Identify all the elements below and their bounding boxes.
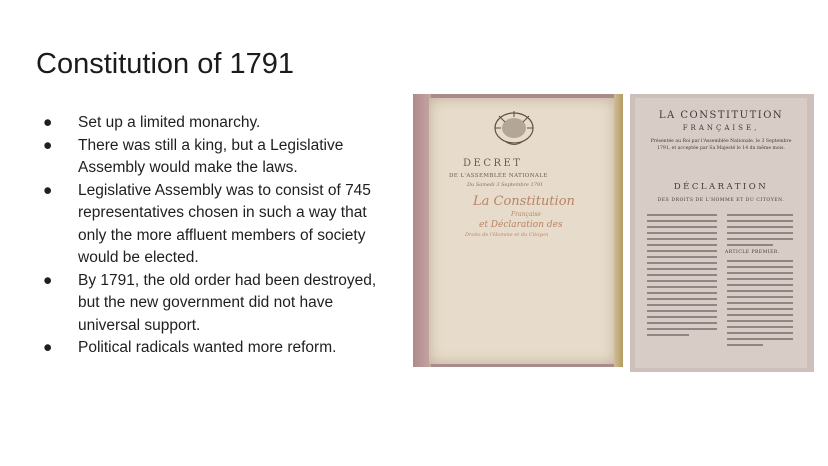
decree-script-line: Française <box>511 211 541 218</box>
printed-intro: Présentée au Roi par l'Assemblée Nationale, le 3 Septembre 1791, et acceptée par Sa Majesté le 14 du même mois. <box>650 139 792 151</box>
printed-text-column <box>727 214 793 250</box>
decree-page <box>429 98 615 364</box>
printed-page <box>635 98 807 368</box>
bullet-item: ● Political radicals wanted more reform. <box>43 337 398 360</box>
decree-script-line: et Déclaration des <box>479 220 563 230</box>
bullet-dot-icon: ● <box>43 339 53 356</box>
bullet-dot-icon: ● <box>43 136 53 154</box>
printed-text-column <box>727 260 793 350</box>
printed-title: LA CONSTITUTION <box>658 110 784 121</box>
printed-declaration-sub: DES DROITS DE L'HOMME ET DU CITOYEN. <box>657 198 785 203</box>
decree-subheading: DE L'ASSEMBLÉE NATIONALE <box>449 173 548 179</box>
decree-script-line: La Constitution <box>473 194 575 209</box>
bullet-item: ● By 1791, the old order had been destroyed, but the new government did not have universal support. <box>43 271 377 334</box>
printed-constitution-image <box>630 94 814 372</box>
bullet-item: ● There was still a king, but a Legislative Assembly would make the laws. <box>43 136 344 176</box>
printed-declaration: DÉCLARATION <box>673 182 769 192</box>
decree-heading: DECRET <box>463 158 523 169</box>
decree-script-line: Droits de l'Homme et du Citoyen <box>465 232 549 238</box>
bullet-item: ● Set up a limited monarchy. <box>43 112 398 135</box>
printed-article-heading: ARTICLE PREMIER. <box>725 250 780 255</box>
bullet-item: ● Legislative Assembly was to consist of 745 representatives chosen in such a way that only the more affluent members of society would be elected. <box>43 181 371 266</box>
bullet-list <box>43 112 398 360</box>
royal-seal-icon <box>491 110 537 148</box>
bullet-dot-icon: ● <box>43 114 53 131</box>
printed-subtitle: FRANÇAISE, <box>682 124 760 132</box>
bullet-dot-icon: ● <box>43 181 53 199</box>
slide-title: Constitution of 1791 <box>36 48 294 80</box>
decree-script-line: Du Samedi 3 Septembre 1791 <box>467 182 544 188</box>
printed-text-column <box>647 214 717 340</box>
decree-document-image <box>413 94 623 367</box>
bullet-dot-icon: ● <box>43 271 53 289</box>
